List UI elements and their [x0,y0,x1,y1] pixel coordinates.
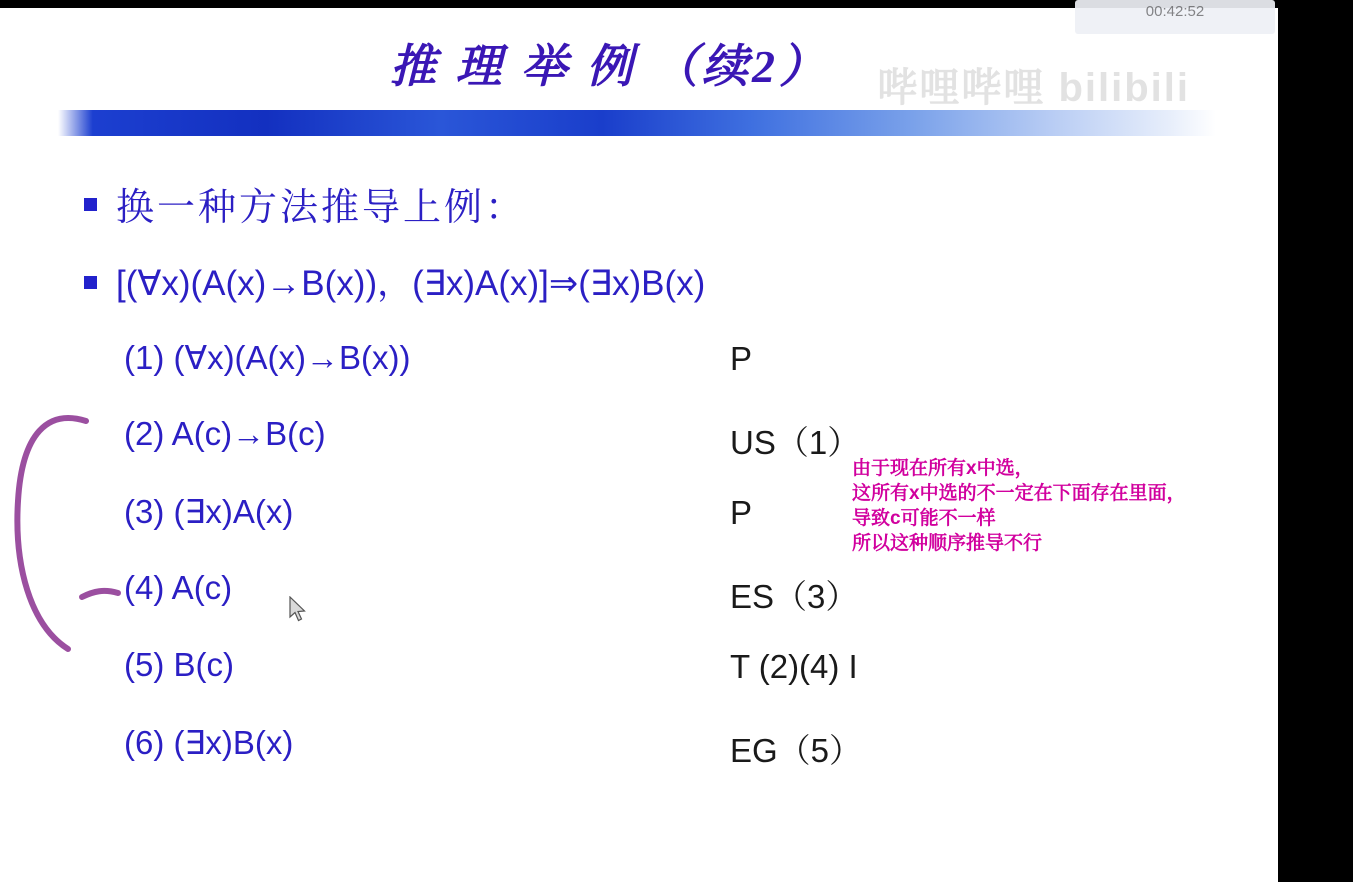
annotation-line-2: 这所有x中选的不一定在下面存在里面， [852,483,1186,504]
bilibili-watermark: 哔哩哔哩 bilibili [877,66,1190,110]
player-right-letterbox [1278,0,1353,882]
drawn-bracket-annotation [8,403,138,673]
proof-step-4: (4) A(c) [124,569,233,606]
proof-rule-1: P [730,340,753,377]
title-divider-bar [58,110,1216,136]
proof-rule-4: ES（3） [730,578,859,615]
bullet-square-icon [84,198,97,211]
proof-rule-3: P [730,494,753,531]
proof-rule-2: US（1） [730,424,861,461]
slide-canvas [0,8,1278,882]
proof-step-3: (3) (∃x)A(x) [124,493,294,530]
mouse-cursor-icon [288,596,308,624]
annotation-line-3: 导致c可能不一样 [852,508,996,529]
proof-rule-5: T (2)(4) I [730,648,858,685]
timestamp-text: 00:42:52 [1145,3,1205,20]
annotation-line-1: 由于现在所有x中选， [852,458,1034,479]
handwritten-annotation [852,456,1186,556]
proof-step-5: (5) B(c) [124,646,234,683]
proof-step-6: (6) (∃x)B(x) [124,724,294,761]
timestamp-overlay [1075,0,1275,34]
proof-step-1: (1) (∀x)(A(x)→B(x)) [124,339,411,376]
annotation-line-4: 所以这种顺序推导不行 [852,533,1043,554]
page-title: 推 理 举 例 （续2） [390,41,829,92]
bullet-item-1: 换一种方法推导上例： [116,187,527,229]
bullet-square-icon [84,276,97,289]
bullet-item-2: [(∀x)(A(x)→B(x))，(∃x)A(x)]⇒(∃x)B(x) [116,264,706,303]
proof-step-2: (2) A(c)→B(c) [124,415,326,452]
proof-rule-6: EG（5） [730,732,863,769]
